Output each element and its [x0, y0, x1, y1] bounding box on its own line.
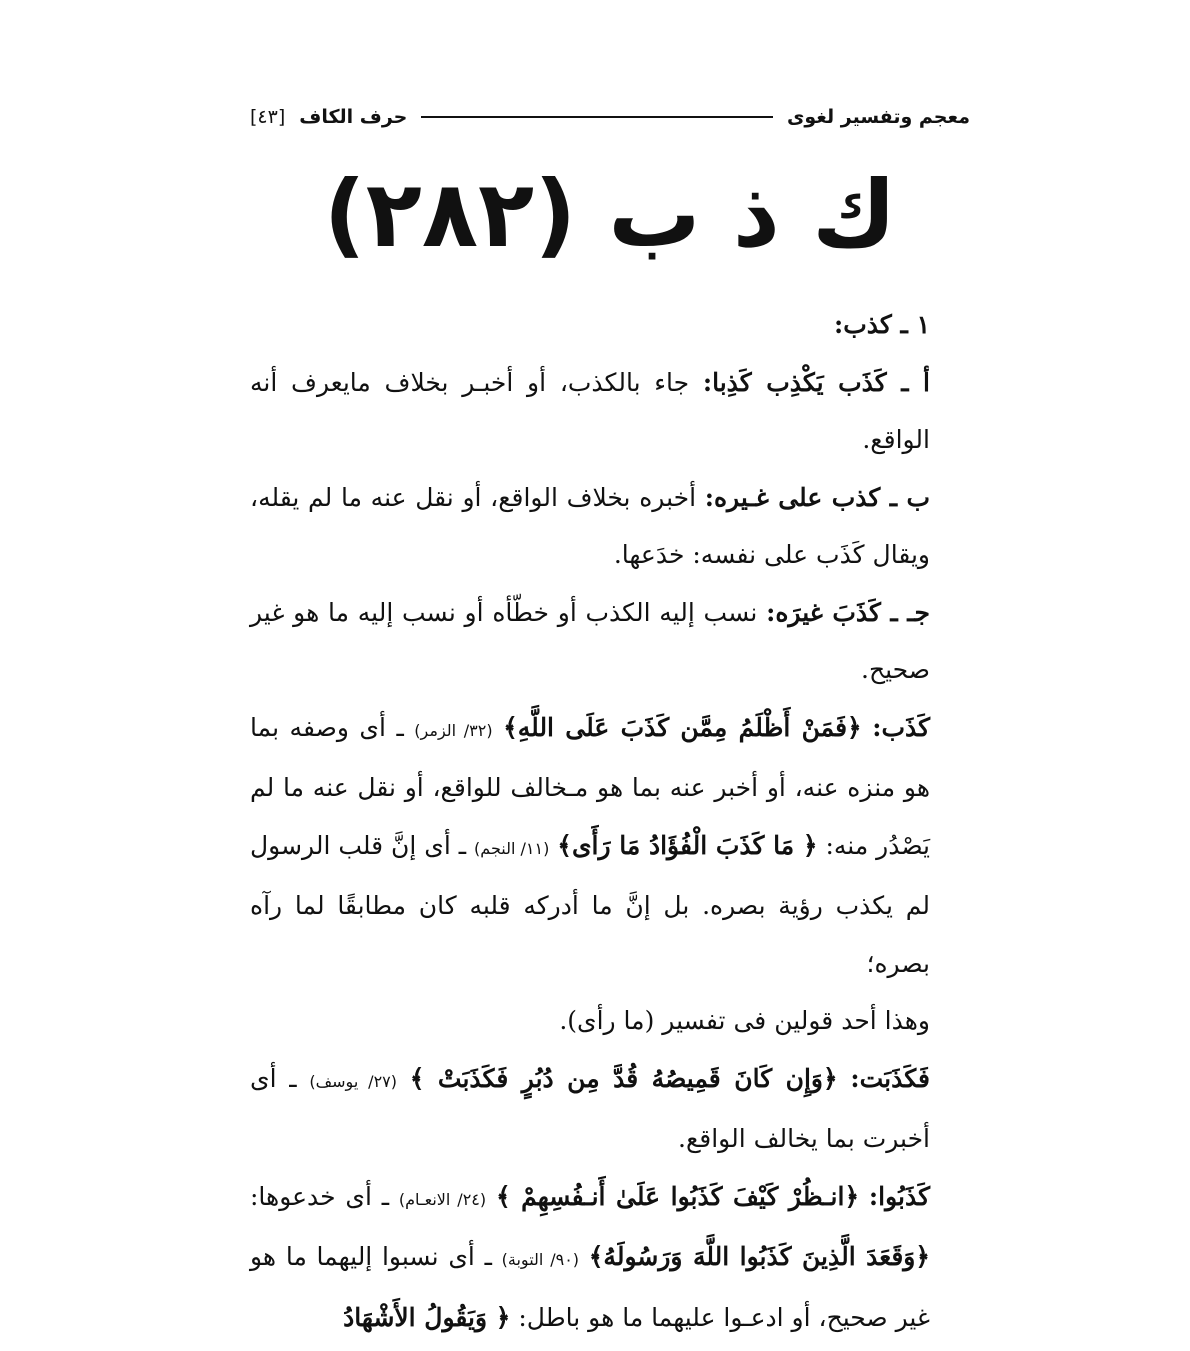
- quran-quote: ﴿ وَيَقُولُ الأَشْهَادُ: [343, 1302, 511, 1332]
- quran-quote: ﴿وَقَعَدَ الَّذِينَ كَذَبُوا اللَّهَ وَرَسُولَهُ﴾: [588, 1242, 930, 1271]
- usage-fakadhabat: [250, 1050, 970, 1168]
- verse-reference: (٢٧/ يوسف): [309, 1071, 397, 1091]
- usage-note: وهذا أحد قولين فى تفسير (ما رأى).: [559, 1006, 930, 1035]
- running-header: [250, 100, 970, 134]
- definition-a-text: جاء بالكذب، أو أخبـر بخلاف مايعرف أنه الواقع.: [250, 367, 930, 454]
- quran-quote: ﴿ مَا كَذَبَ الْفُؤَادُ مَا رَأَى﴾: [557, 830, 818, 860]
- quran-quote: ﴿انـظُرْ كَيْفَ كَذَبُوا عَلَىٰ أَنـفُسِهِمْ ﴾: [495, 1181, 860, 1211]
- book-title: معجم وتفسير لغوى: [786, 106, 970, 128]
- usage-kadhabu: [250, 1168, 970, 1347]
- definition-c: [250, 584, 970, 699]
- section-name: حرف الكاف: [299, 106, 408, 128]
- definition-b-text: أخبره بخلاف الواقع، أو نقل عنه ما لم يقله، ويقال كَذَب على نفسه: خدَعها.: [250, 482, 930, 569]
- definition-b-label: ب ـ كذب على غـيره:: [704, 482, 930, 512]
- quran-quote: ﴿وَإِن كَانَ قَمِيصُهُ قُدَّ مِن دُبُرٍ فَكَذَبَتْ ﴾: [409, 1063, 838, 1093]
- verse-reference: (٩٠/ التوبة): [501, 1250, 580, 1269]
- usage-kadhabu-label: كَذَبُوا:: [868, 1181, 930, 1211]
- verse-reference: (١١/ النجم): [474, 838, 550, 858]
- verse-reference: (٣٢/ الزمر): [414, 720, 493, 740]
- quran-quote: ﴿فَمَنْ أَظْلَمُ مِمَّن كَذَبَ عَلَى اللَّهِ﴾: [503, 712, 862, 742]
- subentry-heading: ١ ـ كذب:: [834, 310, 930, 339]
- usage-fakadhabat-label: فَكَذَبَت:: [850, 1063, 931, 1093]
- usage-kadhaba-text: ـ أى وصفه بما هو منزه عنه، أو أخبر عنه بما هو مـخالف للواقع، أو نقل عنه ما لم يَصْدُر منه:: [250, 712, 930, 860]
- usage-fakadhabat-text: ـ أى أخبرت بما يخالف الواقع.: [250, 1063, 930, 1153]
- definition-a-label: أ ـ كَذَب يَكْذِب كَذِبا:: [702, 367, 930, 397]
- usage-kadhaba: [250, 699, 970, 993]
- page-number: [٤٣]: [250, 106, 286, 128]
- usage-kadhaba-text-2: ـ أى إنَّ قلب الرسول لم يكذب رؤية بصره. بل إنَّ ما أدركه قلبه كان مطابقًا لما رآه بصره؛: [250, 830, 930, 978]
- header-rule: [421, 116, 773, 118]
- definition-c-text: نسب إليه الكذب أو خطّأه أو نسب إليه ما هو غير صحيح.: [250, 597, 930, 684]
- verse-reference: (٢٤/ الانعـام): [398, 1189, 487, 1209]
- definition-c-label: جـ ـ كَذَبَ غيرَه:: [766, 597, 930, 627]
- definition-a: [250, 354, 970, 469]
- definition-b: [250, 469, 970, 584]
- usage-kadhaba-label: كَذَب:: [872, 712, 931, 742]
- usage-kadhabu-text-2: ـ أى نسبوا إليهما ما هو غير صحيح، أو ادعـوا عليهما ما هو باطل:: [250, 1242, 930, 1332]
- usage-kadhabu-text: ـ أى خدعوها:: [250, 1181, 399, 1211]
- entry-title: ك ذ ب (٢٨٢): [323, 161, 897, 268]
- entry-body: [250, 296, 970, 1346]
